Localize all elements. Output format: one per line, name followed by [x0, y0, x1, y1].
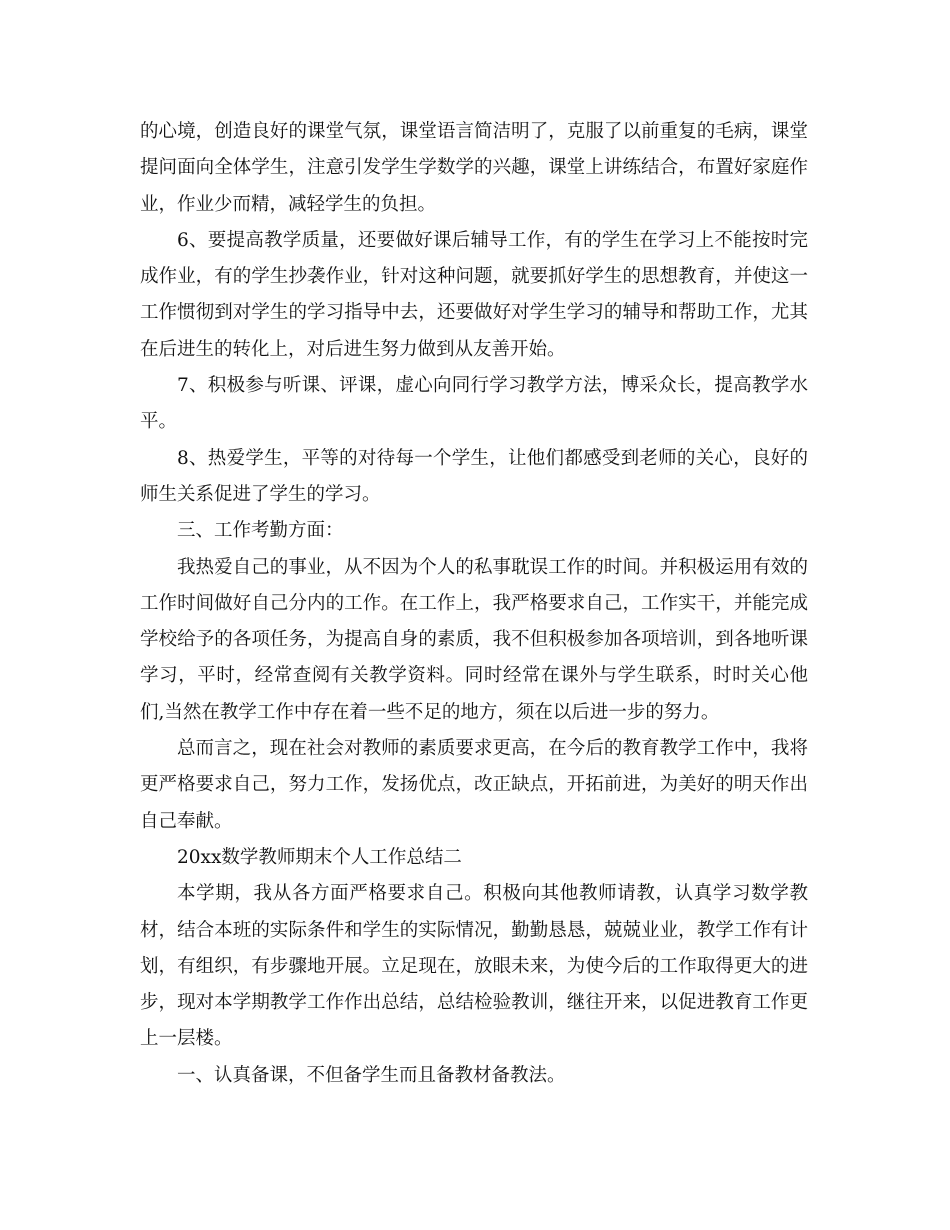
- paragraph-attendance: 我热爱自己的事业，从不因为个人的私事耽误工作的时间。并积极运用有效的工作时间做好自己分内的工作。在工作上，我严格要求自己，工作实干，并能完成学校给予的各项任务，为提高自身的素质，我不但积极参加各项培训，到各地听课学习，平时，经常查阅有关教学资料。同时经常在课外与学生联系，时时关心他们,当然在教学工作中存在着一些不足的地方，须在以后进一步的努力。: [140, 556, 808, 723]
- section-heading-lesson-prep: 一、认真备课，不但备学生而且备教材备教法。: [177, 1064, 566, 1086]
- paragraph-conclusion: 总而言之，现在社会对教师的素质要求更高，在今后的教育教学工作中，我将更严格要求自己，努力工作，发扬优点，改正缺点，开拓前进，为美好的明天作出自己奉献。: [140, 738, 808, 832]
- paragraph-item-7: 7、积极参与听课、评课，虚心向同行学习教学方法，博采众长，提高教学水平。: [140, 375, 808, 433]
- section-heading-attendance: 三、工作考勤方面：: [177, 520, 344, 542]
- paragraph-item-8: 8、热爱学生，平等的对待每一个学生，让他们都感受到老师的关心，良好的师生关系促进了学生的学习。: [140, 447, 808, 505]
- paragraph-continuation: 的心境，创造良好的课堂气氛，课堂语言简洁明了，克服了以前重复的毛病，课堂提问面向全体学生，注意引发学生学数学的兴趣，课堂上讲练结合，布置好家庭作业，作业少而精，减轻学生的负担。: [140, 121, 808, 215]
- paragraph-item-6: 6、要提高教学质量，还要做好课后辅导工作，有的学生在学习上不能按时完成作业，有的学生抄袭作业，针对这种问题，就要抓好学生的思想教育，并使这一工作惯彻到对学生的学习指导中去，还要做好对学生学习的辅导和帮助工作，尤其在后进生的转化上，对后进生努力做到从友善开始。: [140, 229, 808, 360]
- document-body: [140, 114, 808, 1094]
- paragraph-intro: 本学期，我从各方面严格要求自己。积极向其他教师请教，认真学习数学教材，结合本班的实际条件和学生的实际情况，勤勤恳恳，兢兢业业，教学工作有计划，有组织，有步骤地开展。立足现在，放眼未来，为使今后的工作取得更大的进步，现对本学期教学工作作出总结，总结检验教训，继往开来，以促进教育工作更上一层楼。: [140, 883, 808, 1050]
- document-subtitle: 20xx数学教师期末个人工作总结二: [177, 846, 462, 868]
